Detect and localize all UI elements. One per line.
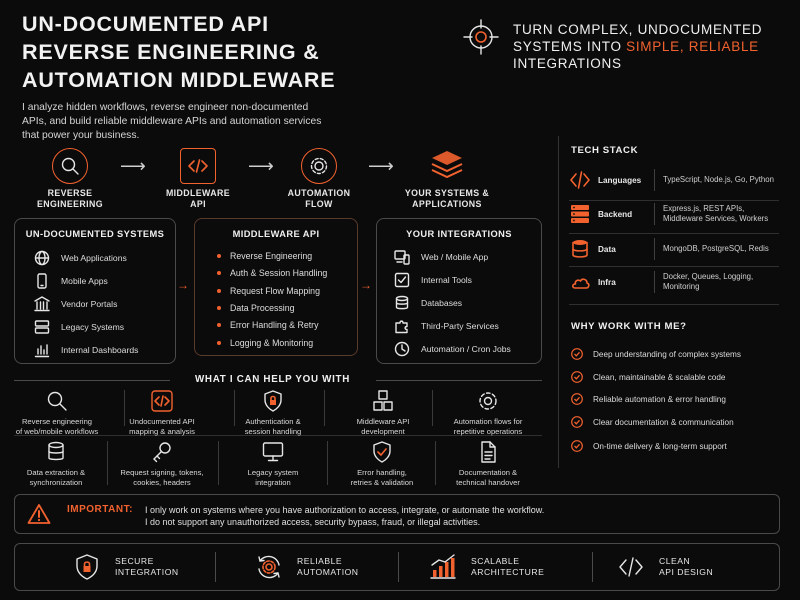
list-item-label: Vendor Portals [61, 299, 118, 309]
code-icon [180, 148, 216, 184]
flow-step-label: REVERSE ENGINEERING [37, 188, 103, 209]
help-item [219, 441, 327, 487]
list-item-label: Web / Mobile App [421, 252, 489, 262]
divider [654, 203, 655, 225]
check-circle-icon [571, 348, 583, 360]
title-line: REVERSE ENGINEERING & [22, 40, 320, 64]
magnifier-icon [52, 148, 88, 184]
list-item [33, 295, 117, 313]
list-item [217, 338, 313, 348]
tech-stack-row [569, 233, 779, 265]
important-line: I do not support any unauthorized access, security bypass, fraud, or illegal activities. [145, 517, 481, 527]
tech-stack-row [569, 164, 779, 196]
panel-title: MIDDLEWARE API [232, 229, 320, 239]
flow-step-middleware-api [143, 148, 253, 209]
code-icon [617, 553, 645, 581]
list-item [33, 249, 127, 267]
target-icon [463, 19, 499, 55]
bullet-icon [217, 289, 221, 293]
gear-icon [301, 148, 337, 184]
bullet-icon [217, 271, 221, 275]
feature-label: SCALABLE ARCHITECTURE [471, 556, 545, 577]
feature-item [73, 544, 179, 590]
title-line: UN-DOCUMENTED API [22, 12, 269, 36]
help-item-label: Documentation & technical handover [456, 468, 520, 487]
list-item [393, 294, 462, 312]
divider [215, 552, 216, 582]
layers-icon [429, 148, 465, 184]
flow-step-label: YOUR SYSTEMS & APPLICATIONS [404, 188, 490, 209]
list-item-label: Internal Dashboards [61, 345, 139, 355]
tech-stack-name: Data [598, 244, 616, 254]
list-item [217, 268, 327, 278]
arrow-right-icon: ⟶ [120, 156, 146, 176]
right-panel [558, 136, 782, 468]
list-item [33, 272, 108, 290]
list-item-label: Internal Tools [421, 275, 472, 285]
tech-stack-title: TECH STACK [571, 145, 639, 156]
document-icon [477, 441, 499, 463]
feature-label: RELIABLE AUTOMATION [297, 556, 359, 577]
arrow-right-icon: → [360, 278, 372, 292]
feature-bar [14, 543, 780, 591]
help-item-label: Authentication & session handling [244, 417, 302, 436]
list-item-label: Mobile Apps [61, 276, 108, 286]
divider [654, 169, 655, 191]
check-circle-icon [571, 440, 583, 452]
help-item-label: Legacy system integration [247, 468, 299, 487]
important-notice [14, 494, 780, 534]
divider [654, 271, 655, 293]
cubes-icon [372, 390, 394, 412]
list-item [393, 317, 499, 335]
list-item-label: Deep understanding of complex systems [593, 349, 741, 359]
check-circle-icon [571, 416, 583, 428]
bullet-icon [217, 323, 221, 327]
tech-stack-value: MongoDB, PostgreSQL, Redis [663, 244, 769, 253]
feature-item [255, 544, 359, 590]
key-icon [151, 441, 173, 463]
lock-icon [262, 390, 284, 412]
shield-check-icon [371, 441, 393, 463]
tech-stack-value: Express.js, REST APIs, Middleware Services, Workers [663, 204, 769, 223]
page-title [22, 10, 422, 94]
help-item [328, 441, 436, 487]
database-icon [569, 238, 591, 260]
flow-step-your-systems [392, 148, 502, 209]
important-text [145, 504, 544, 528]
list-item-label: Clean, maintainable & scalable code [593, 372, 726, 382]
undocumented-systems-panel [14, 218, 176, 364]
divider [569, 304, 779, 305]
help-item [434, 390, 542, 436]
panel-title: YOUR INTEGRATIONS [406, 229, 512, 239]
help-section-title: WHAT I CAN HELP YOU WITH [194, 374, 351, 385]
code-icon [151, 390, 173, 412]
tech-stack-name: Languages [598, 175, 642, 185]
divider [398, 552, 399, 582]
flow-step-reverse-engineering [15, 148, 125, 209]
help-item-label: Undocumented API mapping & analysis [129, 417, 195, 436]
help-item [2, 441, 110, 487]
mobile-icon [33, 272, 51, 290]
globe-icon [33, 249, 51, 267]
warning-icon [27, 503, 51, 525]
code-icon [569, 169, 591, 191]
dashboard-chart-icon [33, 341, 51, 359]
important-line: I only work on systems where you have authorization to access, integrate, or automate the workflow. [145, 505, 545, 515]
feature-item [617, 544, 713, 590]
gear-cycle-icon [255, 553, 283, 581]
flow-step-label: MIDDLEWARE API [165, 188, 231, 209]
list-item-label: Third-Party Services [421, 321, 499, 331]
building-icon [33, 295, 51, 313]
arrow-right-icon: → [177, 278, 189, 292]
list-item [393, 248, 488, 266]
integrations-panel [376, 218, 542, 364]
divider [376, 380, 542, 381]
checkbox-icon [393, 271, 411, 289]
tagline-text: INTEGRATIONS [513, 56, 622, 71]
magnifier-icon [46, 390, 68, 412]
tech-stack-value: Docker, Queues, Logging, Monitoring [663, 272, 754, 291]
list-item [571, 371, 725, 383]
help-item-label: Reverse engineering of web/mobile workflows [15, 417, 99, 436]
list-item [571, 440, 727, 452]
list-item-label: Automation / Cron Jobs [421, 344, 511, 354]
divider [654, 238, 655, 260]
why-work-with-me-title: WHY WORK WITH ME? [571, 321, 687, 332]
help-item [219, 390, 327, 436]
bar-chart-icon [429, 553, 457, 581]
help-item-label: Middleware API development [356, 417, 410, 436]
list-item-label: Request Flow Mapping [230, 286, 320, 296]
list-item-label: Reverse Engineering [230, 251, 313, 261]
list-item-label: Databases [421, 298, 463, 308]
check-circle-icon [571, 371, 583, 383]
flow-step-automation-flow [264, 148, 374, 209]
list-item [571, 393, 726, 405]
help-item-label: Request signing, tokens, cookies, headers [120, 468, 204, 487]
tech-stack-value: TypeScript, Node.js, Go, Python [663, 175, 774, 184]
list-item-label: Auth & Session Handling [230, 268, 328, 278]
tagline-highlight: SIMPLE, RELIABLE [626, 39, 759, 54]
tech-stack-row [569, 266, 779, 298]
list-item [33, 318, 124, 336]
list-item [33, 341, 138, 359]
title-line: AUTOMATION MIDDLEWARE [22, 68, 336, 92]
arrow-right-icon: ⟶ [248, 156, 274, 176]
help-item-label: Data extraction & synchronization [26, 468, 86, 487]
bullet-icon [217, 254, 221, 258]
tech-stack-name: Backend [598, 209, 633, 219]
database-icon [45, 441, 67, 463]
tagline [513, 21, 793, 72]
list-item-label: Error Handling & Retry [230, 320, 319, 330]
feature-item [429, 544, 544, 590]
panel-title: UN-DOCUMENTED SYSTEMS [25, 229, 165, 239]
divider [592, 552, 593, 582]
clock-icon [393, 340, 411, 358]
list-item [571, 348, 741, 360]
shield-lock-icon [73, 553, 101, 581]
list-item [393, 271, 472, 289]
list-item-label: Web Applications [61, 253, 127, 263]
help-item [108, 441, 216, 487]
bullet-icon [217, 306, 221, 310]
list-item-label: Reliable automation & error handling [593, 394, 726, 404]
list-item-label: Legacy Systems [61, 322, 125, 332]
list-item [217, 303, 295, 313]
help-item [434, 441, 542, 487]
list-item [393, 340, 511, 358]
arrow-right-icon: ⟶ [368, 156, 394, 176]
help-item [3, 390, 111, 436]
server-icon [569, 203, 591, 225]
tagline-text: TURN COMPLEX, UNDOCUMENTED SYSTEMS INTO [513, 22, 763, 54]
cloud-icon [569, 271, 591, 293]
server-icon [33, 318, 51, 336]
help-item-label: Automation flows for repetitive operations [453, 417, 523, 436]
list-item-label: Data Processing [230, 303, 295, 313]
help-item [329, 390, 437, 436]
monitor-icon [262, 441, 284, 463]
puzzle-icon [393, 317, 411, 335]
devices-icon [393, 248, 411, 266]
feature-label: CLEAN API DESIGN [659, 556, 714, 577]
list-item [217, 320, 319, 330]
help-item [108, 390, 216, 436]
list-item [571, 416, 734, 428]
list-item [217, 286, 320, 296]
list-item-label: On-time delivery & long-term support [593, 441, 727, 451]
gear-icon [477, 390, 499, 412]
middleware-api-panel [194, 218, 358, 356]
list-item [217, 251, 312, 261]
tech-stack-name: Infra [598, 277, 616, 287]
list-item-label: Clear documentation & communication [593, 417, 734, 427]
feature-label: SECURE INTEGRATION [115, 556, 179, 577]
help-item-label: Error handling, retries & validation [350, 468, 414, 487]
intro-text: I analyze hidden workflows, reverse engineer non-documented APIs, and build reliable middleware APIs and automation services that power your business. [22, 102, 322, 141]
check-circle-icon [571, 393, 583, 405]
bullet-icon [217, 341, 221, 345]
list-item-label: Logging & Monitoring [230, 338, 314, 348]
database-icon [393, 294, 411, 312]
tech-stack-row [569, 198, 779, 230]
flow-step-label: AUTOMATION FLOW [287, 188, 351, 209]
important-label: IMPORTANT: [67, 504, 133, 515]
